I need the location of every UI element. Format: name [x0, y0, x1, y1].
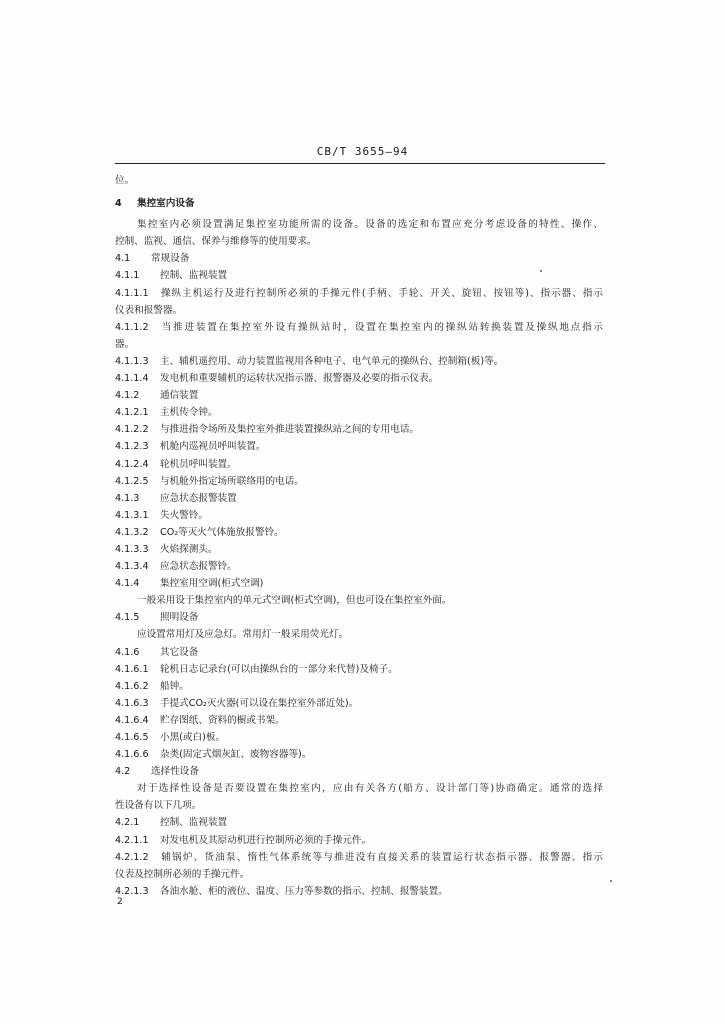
clause-text: 主机传令钟。: [160, 407, 218, 419]
clause-line: [115, 678, 603, 695]
clause-text: 船钟。: [160, 680, 189, 692]
clause-number: 4.1.1: [115, 270, 140, 282]
clause-line: [115, 250, 603, 267]
clause-number: 4.1.1.2: [115, 321, 149, 333]
clause-text: 选择性设备: [151, 766, 199, 778]
clause-text: CO₂等灭火气体施放报警铃。: [160, 526, 284, 538]
text-line: [115, 302, 603, 319]
clause-number: 4.1.5: [115, 612, 140, 624]
clause-text: 对于选择性设备是否要设置在集控室内，应由有关各方(船方、设计部门等)协商确定。通常的选择: [137, 783, 603, 795]
clause-number: 4.1.2.5: [115, 475, 149, 487]
clause-number: 4.1.4: [115, 578, 140, 590]
clause-number: 4.1.2.3: [115, 441, 149, 453]
clause-line: [115, 609, 603, 626]
scan-speck: [540, 270, 542, 272]
clause-number: 4.1.2.2: [115, 424, 149, 436]
clause-text: 集控室内必须设置满足集控室功能所需的设备。设备的选定和布置应充分考虑设备的特性、操作、: [137, 219, 603, 231]
clause-text: 应设置常用灯及应急灯。常用灯一般采用荧光灯。: [137, 629, 349, 641]
clause-number: 4.1.2.1: [115, 407, 149, 419]
clause-number: 4.1.6.1: [115, 663, 149, 675]
clause-text: 集控室内设备: [137, 198, 195, 210]
clause-text: 控制、监视装置: [160, 817, 228, 829]
clause-number: 4.1.1.1: [115, 287, 149, 299]
clause-number: 4.1.3: [115, 492, 140, 504]
clause-number: 4.1.3.4: [115, 561, 149, 573]
clause-line: [115, 267, 603, 284]
standard-code-header: CB/T 3655—94: [316, 145, 409, 158]
clause-line: [115, 883, 603, 900]
clause-number: 4.1.2: [115, 390, 140, 402]
text-line: [115, 216, 603, 233]
clause-line: [115, 456, 603, 473]
clause-line: [115, 575, 603, 592]
clause-number: 4.2.1.2: [115, 851, 149, 863]
clause-text: 当推进装置在集控室外设有操纵站时，设置在集控室内的操纵站转换装置及操纵地点指示: [160, 321, 603, 333]
clause-line: [115, 438, 603, 455]
clause-text: 一般采用设于集控室内的单元式空调(柜式空调)，但也可设在集控室外面。: [137, 595, 452, 607]
clause-line: [115, 404, 603, 421]
clause-text: 照明设备: [160, 612, 199, 624]
clause-number: 4.1.6.6: [115, 749, 149, 761]
clause-text: 贮存图纸、资料的橱或书架。: [160, 714, 285, 726]
clause-number: 4.2: [115, 766, 131, 778]
clause-number: 4.1.1.4: [115, 373, 149, 385]
clause-number: 4.1: [115, 253, 131, 265]
clause-number: 4.1.6.3: [115, 697, 149, 709]
clause-text: 杂类(固定式烟灰缸、废物容器等)。: [160, 749, 312, 761]
clause-text: 与机舱外指定场所联络用的电话。: [160, 475, 304, 487]
clause-text: 仪表和报警器。: [115, 304, 183, 316]
clause-line: [115, 832, 603, 849]
clause-number: 4.1.6.2: [115, 680, 149, 692]
clause-number: 4.1.6.5: [115, 732, 149, 743]
clause-text: 控制、监视、通信、保养与维修等的使用要求。: [115, 236, 317, 248]
clause-line: [115, 387, 603, 404]
clause-line: [115, 473, 603, 490]
clause-text: 轮机员呼叫装置。: [160, 458, 237, 470]
clause-line: [115, 712, 603, 729]
clause-line: [115, 285, 603, 302]
clause-line: [115, 421, 603, 438]
body-text: [115, 172, 603, 900]
clause-text: 失火警铃。: [160, 509, 208, 521]
clause-text: 通信装置: [160, 390, 199, 402]
clause-line: [115, 729, 603, 746]
clause-line: [115, 814, 603, 831]
clause-line: [115, 524, 603, 541]
clause-text: 主、辅机遥控用、动力装置监视用各种电子、电气单元的操纵台、控制箱(板)等。: [160, 355, 504, 367]
clause-line: [115, 353, 603, 370]
clause-text: 操纵主机运行及进行控制所必须的手操元件(手柄、手轮、开关、旋钮、按钮等)、指示器、指示: [160, 287, 603, 299]
clause-line: [115, 695, 603, 712]
clause-number: 4.1.6.4: [115, 714, 149, 726]
clause-text: 应急状态报警装置: [160, 492, 237, 504]
text-line: [115, 866, 603, 883]
clause-line: [115, 195, 603, 212]
clause-line: [115, 370, 603, 387]
clause-line: [115, 490, 603, 507]
clause-line: [115, 644, 603, 661]
page-number: 2: [117, 897, 123, 907]
clause-text: 集控室用空调(柜式空调): [160, 578, 264, 590]
clause-text: 器。: [115, 338, 135, 350]
clause-text: 对发电机及其原动机进行控制所必须的手操元件。: [160, 834, 372, 846]
clause-text: 应急状态报警铃。: [160, 561, 237, 573]
text-line: [115, 336, 603, 353]
text-line: [115, 592, 603, 609]
text-line: [115, 797, 603, 814]
clause-line: [115, 319, 603, 336]
clause-text: 各油水舱、柜的液位、温度、压力等参数的指示、控制、报警装置。: [160, 885, 448, 897]
clause-number: 4.2.1: [115, 817, 140, 829]
clause-number: 4.1.1.3: [115, 355, 149, 367]
clause-number: 4.2.1.3: [115, 885, 149, 897]
clause-number: 4: [115, 198, 122, 210]
clause-text: 性设备有以下几项。: [115, 800, 202, 812]
clause-text: 其它设备: [160, 646, 199, 658]
clause-line: [115, 746, 603, 763]
clause-text: 小黑(或白)板。: [160, 732, 226, 743]
clause-line: [115, 541, 603, 558]
clause-line: [115, 849, 603, 866]
clause-line: [115, 507, 603, 524]
clause-text: 轮机日志记录台(可以由操纵台的一部分来代替)及椅子。: [160, 663, 398, 675]
clause-line: [115, 558, 603, 575]
text-line: [115, 172, 603, 189]
clause-number: 4.1.3.3: [115, 543, 149, 555]
clause-text: 火焰探测头。: [160, 543, 218, 555]
clause-text: 位。: [115, 175, 135, 186]
text-line: [115, 780, 603, 797]
clause-number: 4.1.3.2: [115, 526, 149, 538]
clause-line: [115, 763, 603, 780]
header-rule: [115, 163, 605, 164]
clause-text: 与推进指令场所及集控室外推进装置操纵站之间的专用电话。: [160, 424, 420, 436]
clause-number: 4.1.6: [115, 646, 140, 658]
text-line: [115, 626, 603, 643]
clause-text: 控制、监视装置: [160, 270, 228, 282]
clause-text: 仪表及控制所必须的手操元件。: [115, 868, 250, 880]
clause-number: 4.1.3.1: [115, 509, 149, 521]
clause-text: 机舱内巡视员呼叫装置。: [160, 441, 266, 453]
text-line: [115, 233, 603, 250]
clause-text: 辅锅炉、货油泵、惰性气体系统等与推进没有直接关系的装置运行状态指示器、报警器、指示: [160, 851, 603, 863]
clause-line: [115, 661, 603, 678]
clause-text: 常规设备: [151, 253, 190, 265]
clause-number: 4.2.1.1: [115, 834, 149, 846]
clause-number: 4.1.2.4: [115, 458, 149, 470]
scan-speck: [610, 880, 612, 882]
clause-text: 发电机和重要辅机的运转状况指示器、报警器及必要的指示仪表。: [160, 373, 439, 385]
clause-text: 手提式CO₂灭火器(可以设在集控室外部近处)。: [160, 697, 359, 709]
